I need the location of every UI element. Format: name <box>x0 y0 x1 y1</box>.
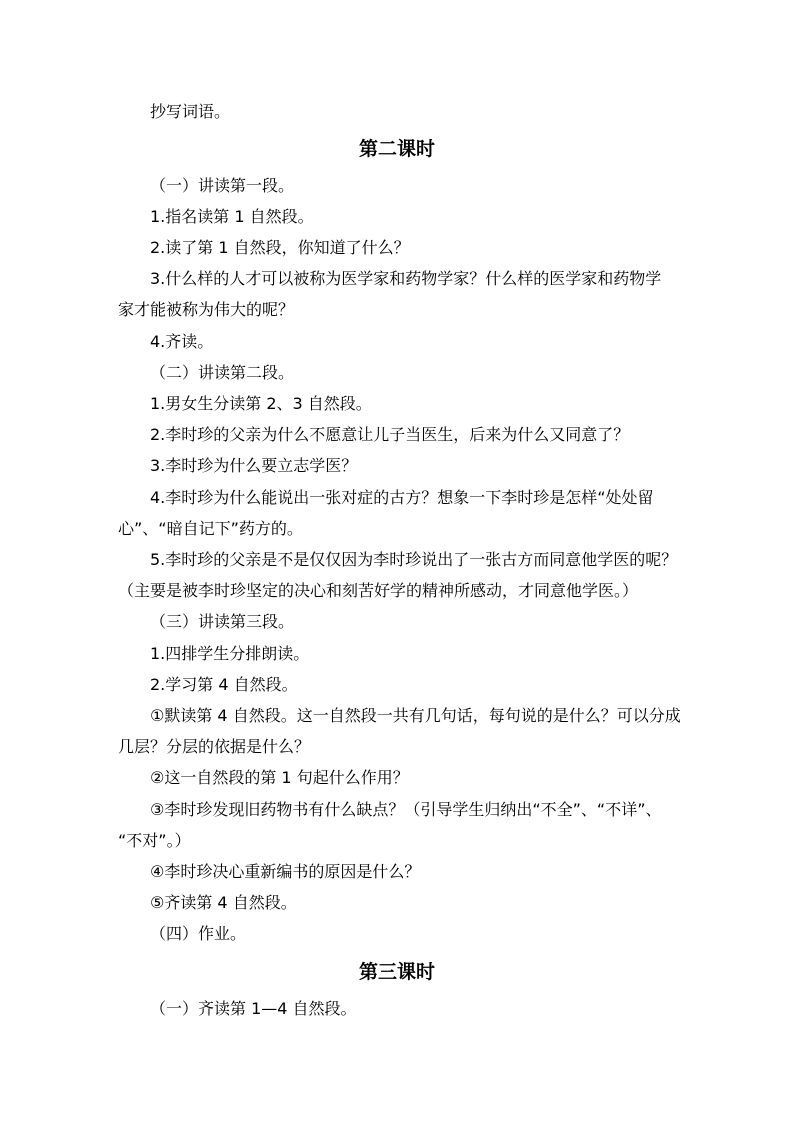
list-item: 3.什么样的人才可以被称为医学家和药物学家？什么样的医学家和药物学 <box>150 269 662 288</box>
list-item-continuation: 家才能被称为伟大的呢？ <box>118 300 295 319</box>
paragraph-copy-words: 抄写词语。 <box>150 102 231 121</box>
subsection-1-title: （一）齐读第 1—4 自然段。 <box>150 999 357 1018</box>
list-item: ①默读第 4 自然段。这一自然段一共有几句话，每句说的是什么？可以分成 <box>150 706 681 725</box>
list-item: 1.男女生分读第 2、3 自然段。 <box>150 394 372 413</box>
list-item: 2.李时珍的父亲为什么不愿意让儿子当医生，后来为什么又同意了？ <box>150 425 630 444</box>
list-item: 3.李时珍为什么要立志学医？ <box>150 456 358 475</box>
list-item: 4.齐读。 <box>150 332 214 351</box>
list-item-continuation: 几层？分层的依据是什么？ <box>118 737 311 756</box>
list-item-continuation: 心”、“暗自记下”药方的。 <box>118 519 303 538</box>
list-item: 1.四排学生分排朗读。 <box>150 644 310 663</box>
subsection-4-title: （四）作业。 <box>150 924 247 943</box>
section-heading-lesson-3: 第三课时 <box>358 961 435 983</box>
list-item: 1.指名读第 1 自然段。 <box>150 207 314 226</box>
list-item: 5.李时珍的父亲是不是仅仅因为李时珍说出了一张古方而同意他学医的呢？ <box>150 550 678 569</box>
list-item: ②这一自然段的第 1 句起什么作用？ <box>150 768 409 787</box>
list-item: ④李时珍决心重新编书的原因是什么？ <box>150 862 421 881</box>
list-item: ③李时珍发现旧药物书有什么缺点？（引导学生归纳出“不全”、“不详”、 <box>150 800 662 819</box>
list-item-continuation: “不对”。） <box>118 831 191 850</box>
list-item: 2.学习第 4 自然段。 <box>150 675 298 694</box>
list-item: 4.李时珍为什么能说出一张对症的古方？想象一下李时珍是怎样“处处留 <box>150 488 654 507</box>
subsection-3-title: （三）讲读第三段。 <box>150 612 295 631</box>
list-item-continuation: （主要是被李时珍坚定的决心和刻苦好学的精神所感动，才同意他学医。） <box>118 581 639 600</box>
list-item: ⑤齐读第 4 自然段。 <box>150 893 297 912</box>
subsection-1-title: （一）讲读第一段。 <box>150 176 295 195</box>
list-item: 2.读了第 1 自然段，你知道了什么？ <box>150 238 410 257</box>
section-heading-lesson-2: 第二课时 <box>358 138 435 160</box>
subsection-2-title: （二）讲读第二段。 <box>150 363 295 382</box>
